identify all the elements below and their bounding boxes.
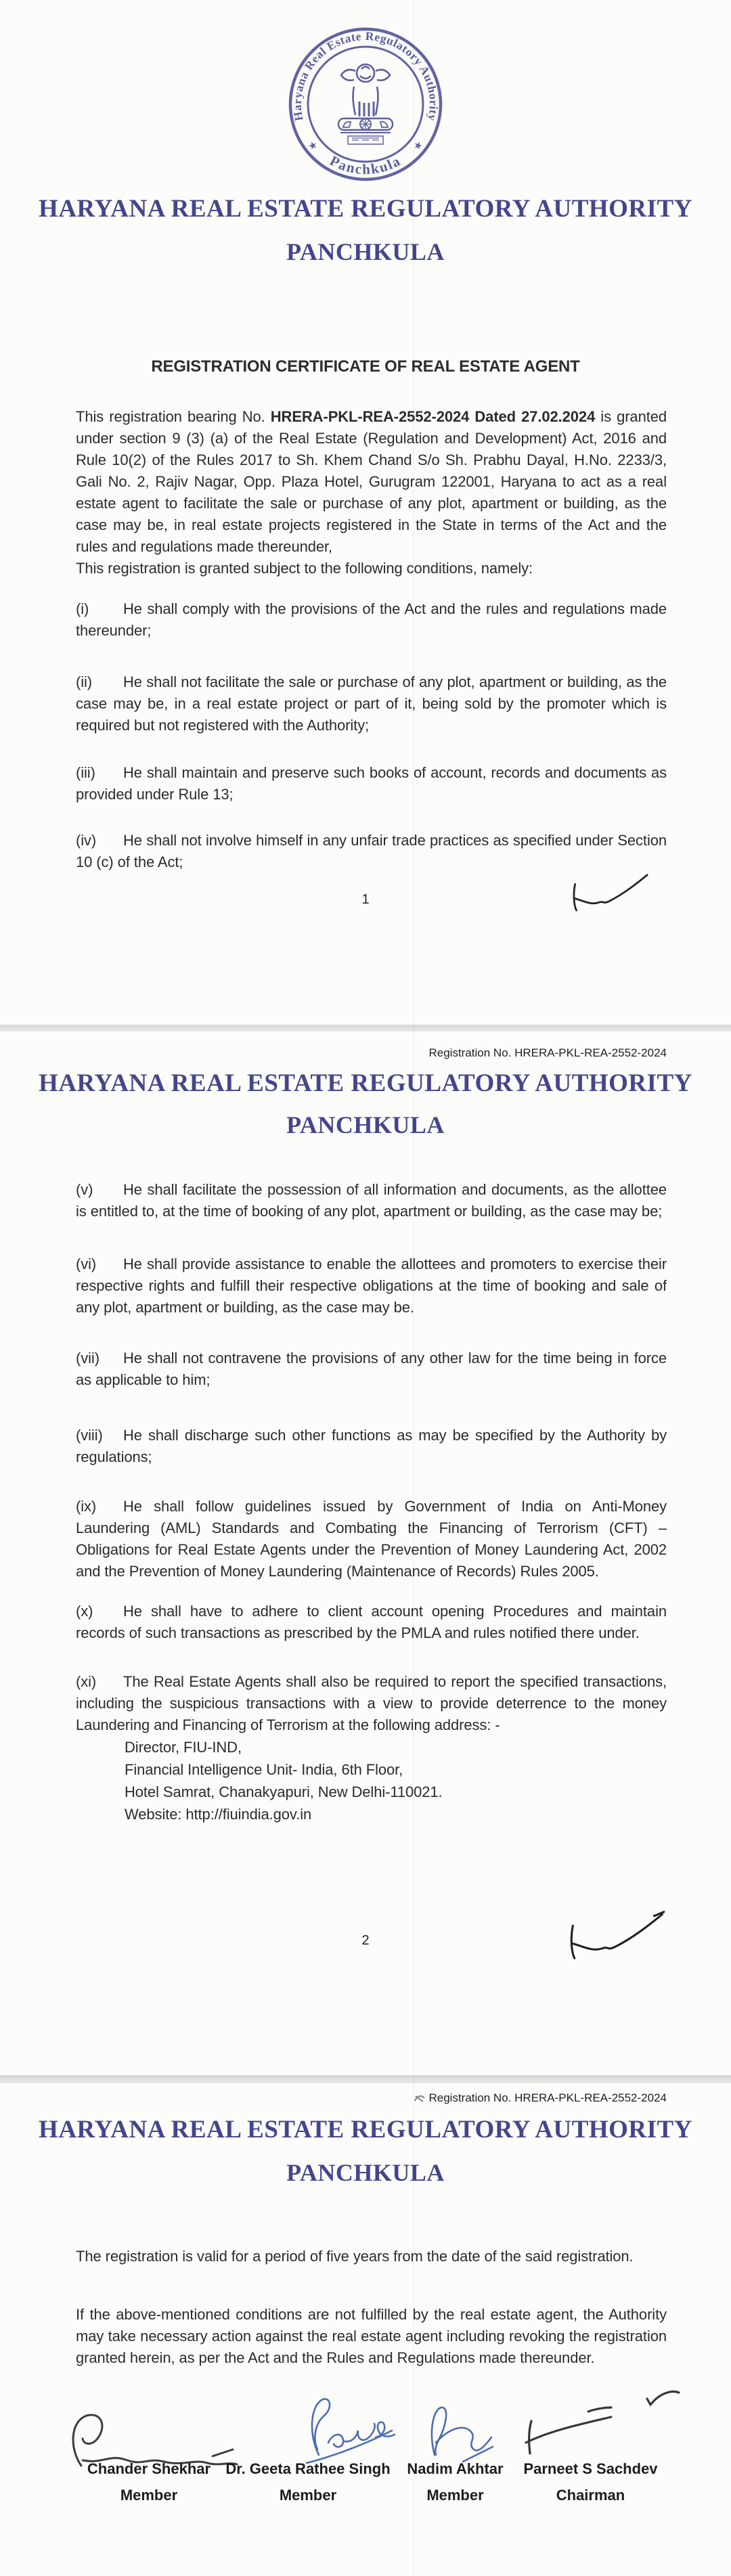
page2-text-column: [76, 1179, 667, 1825]
authority-seal-stamp: [286, 24, 445, 184]
condition-item: [76, 1179, 667, 1222]
signatory-name: Nadim Akhtar: [407, 2460, 504, 2477]
page-number: 1: [361, 892, 370, 907]
page-separator: [0, 2075, 731, 2083]
condition-item: [76, 1425, 667, 1468]
signature-chander-shekhar-icon: [62, 2401, 265, 2482]
signature-nadim-akhtar-icon: [412, 2398, 513, 2474]
condition-marker: (x): [76, 1603, 93, 1620]
condition-item: [76, 762, 667, 805]
condition-marker: (iv): [76, 832, 97, 849]
signatory-role: Member: [120, 2487, 178, 2504]
signatory-role: Member: [426, 2487, 484, 2504]
condition-text: He shall maintain and preserve such books of account, records and documents as provided under Rule 13;: [76, 764, 667, 803]
page-separator: [0, 1025, 731, 1031]
svg-text:★: [307, 139, 319, 152]
address-line: Website: http://fiuindia.gov.in: [125, 1806, 312, 1823]
condition-item: [76, 1348, 667, 1391]
revocation-paragraph: If the above-mentioned conditions are not fulfilled by the real estate agent, the Authority may take necessary action against the real estate agent including revoking the registration granted herein, as per the Act and the Rules and Regulations made thereunder.: [76, 2306, 667, 2366]
signatory-column: [518, 2391, 663, 2504]
certificate-page-1: [0, 0, 731, 1025]
signatory-name: Parneet S Sachdev: [523, 2460, 658, 2477]
condition-text: He shall not facilitate the sale or purchase of any plot, apartment or building, as the case may be, in a real estate project or part of it, being sold by the promoter which is required but not registered with the Authority;: [76, 673, 667, 734]
fiu-address-block: [125, 1736, 667, 1825]
certificate-page-3: [0, 2083, 731, 2576]
condition-marker: (ix): [76, 1498, 97, 1515]
condition-text: He shall not contravene the provisions of any other law for the time being in force as applicable to him;: [76, 1350, 667, 1388]
signatory-column: [68, 2391, 230, 2504]
validity-paragraph: The registration is valid for a period of five years from the date of the said registration.: [76, 2248, 634, 2265]
address-line: Director, FIU-IND,: [125, 1739, 242, 1756]
seal-ring-text-bottom: Panchkula: [327, 152, 404, 178]
signatory-role: Member: [279, 2487, 337, 2504]
intro-text-pre: This registration bearing No.: [76, 408, 271, 425]
condition-marker: (viii): [76, 1427, 103, 1444]
svg-text:★: [412, 139, 424, 152]
condition-item: [76, 1496, 667, 1582]
address-line: Financial Intelligence Unit- India, 6th Floor,: [125, 1761, 403, 1778]
condition-marker: (vi): [76, 1256, 97, 1272]
seal-ring-text-top: Haryana Real Estate Regulatory Authority: [290, 28, 441, 123]
signature-parneet-s-sachdev-icon: [518, 2384, 680, 2467]
condition-marker: (ii): [76, 673, 93, 690]
signatory-name: Chander Shekhar: [87, 2460, 211, 2477]
page3-header-city: PANCHKULA: [286, 2159, 445, 2186]
star-icon: ★: [307, 139, 320, 152]
condition-item: [76, 1671, 667, 1736]
condition-item: [76, 1253, 667, 1318]
condition-marker: (iii): [76, 764, 95, 781]
signature-block: [0, 2391, 731, 2560]
scan-smudge-icon: [413, 2093, 426, 2104]
condition-marker: (xi): [76, 1673, 97, 1690]
condition-item: [76, 1601, 667, 1644]
registration-number-text: Registration No. HRERA-PKL-REA-2552-2024: [428, 2091, 667, 2104]
condition-marker: (v): [76, 1181, 93, 1198]
condition-text: He shall have to adhere to client account opening Procedures and maintain records of such transactions as prescribed by the PMLA and rules notified there under.: [76, 1603, 667, 1641]
corner-initial-signature-icon: [563, 1903, 669, 1963]
page-number: 2: [361, 1933, 370, 1948]
condition-text: He shall comply with the provisions of the Act and the rules and regulations made thereunder;: [76, 600, 667, 639]
signatory-column: [399, 2391, 511, 2504]
star-icon: ★: [411, 139, 424, 152]
signatory-name: Dr. Geeta Rathee Singh: [225, 2460, 391, 2477]
corner-initial-signature-icon: [567, 866, 652, 914]
registration-number-line: [413, 2091, 667, 2105]
registration-number-line: Registration No. HRERA-PKL-REA-2552-2024: [428, 1046, 667, 1059]
intro-text-post: is granted under section 9 (3) (a) of the Real Estate (Regulation and Development) Act, 2016 and Rule 10(2) of the Rules 2017 to Sh. Khem Chand S/o Sh. Prabhu Dayal, H.No. 2233/3, Gali No. 2, Rajiv Nagar, Opp. Plaza Hotel, Gurugram 122001, Haryana to act as a real estate agent to facilitate the sale or purchase of any plot, apartment or building, as the case may be, in real estate projects registered in the State in terms of the Act and the rules and regulations made thereunder,: [76, 408, 667, 555]
condition-text: He shall discharge such other functions as may be specified by the Authority by regulations;: [76, 1427, 667, 1465]
condition-marker: (i): [76, 600, 89, 617]
condition-text: He shall facilitate the possession of all information and documents, as the allottee is entitled to, at the time of booking of any plot, apartment or building, as the case may be;: [76, 1181, 667, 1220]
page1-header-city: PANCHKULA: [286, 238, 445, 265]
page2-header-title: HARYANA REAL ESTATE REGULATORY AUTHORITY: [39, 1069, 692, 1097]
certificate-page-2: [0, 1031, 731, 2075]
signatory-role: Chairman: [556, 2487, 625, 2504]
intro-paragraph: [76, 406, 667, 558]
registration-number-and-date: HRERA-PKL-REA-2552-2024 Dated 27.02.2024: [270, 408, 596, 425]
svg-text:Haryana Real Estate Regulatory: [290, 29, 441, 123]
ashoka-emblem-icon: [338, 64, 393, 144]
page1-text-column: [76, 406, 667, 873]
condition-text: He shall follow guidelines issued by Government of India on Anti-Money Laundering (AML) Standards and Combating the Financing of Terrorism (CFT) – Obligations for Real Estate Agents under the Prevention of Money Laundering Act, 2002 and the Prevention of Money Laundering (Maintenance of Records) Rules 2005.: [76, 1498, 667, 1580]
page1-header-title: HARYANA REAL ESTATE REGULATORY AUTHORITY: [39, 195, 692, 223]
condition-text: The Real Estate Agents shall also be required to report the specified transactions, including the suspicious transactions with a view to provide deterrence to the money Laundering and Financing of Terrorism at the following address: -: [76, 1673, 667, 1733]
certificate-title: REGISTRATION CERTIFICATE OF REAL ESTATE AGENT: [151, 357, 580, 376]
condition-item: [76, 598, 667, 642]
conditions-intro-line: This registration is granted subject to the following conditions, namely:: [76, 560, 533, 577]
condition-text: He shall not involve himself in any unfair trade practices as specified under Section 10 (c) of the Act;: [76, 832, 667, 870]
condition-text: He shall provide assistance to enable the allottees and promoters to exercise their respective rights and fulfill their respective obligations at the time of booking and sale of any plot, apartment or building, as the case may be.: [76, 1256, 667, 1316]
address-line: Hotel Samrat, Chanakyapuri, New Delhi-110021.: [125, 1783, 443, 1800]
condition-item: [76, 671, 667, 736]
page3-header-title: HARYANA REAL ESTATE REGULATORY AUTHORITY: [39, 2116, 692, 2144]
page2-header-city: PANCHKULA: [286, 1111, 445, 1138]
signature-geeta-rathee-singh-icon: [288, 2393, 409, 2472]
condition-marker: (vii): [76, 1350, 99, 1367]
